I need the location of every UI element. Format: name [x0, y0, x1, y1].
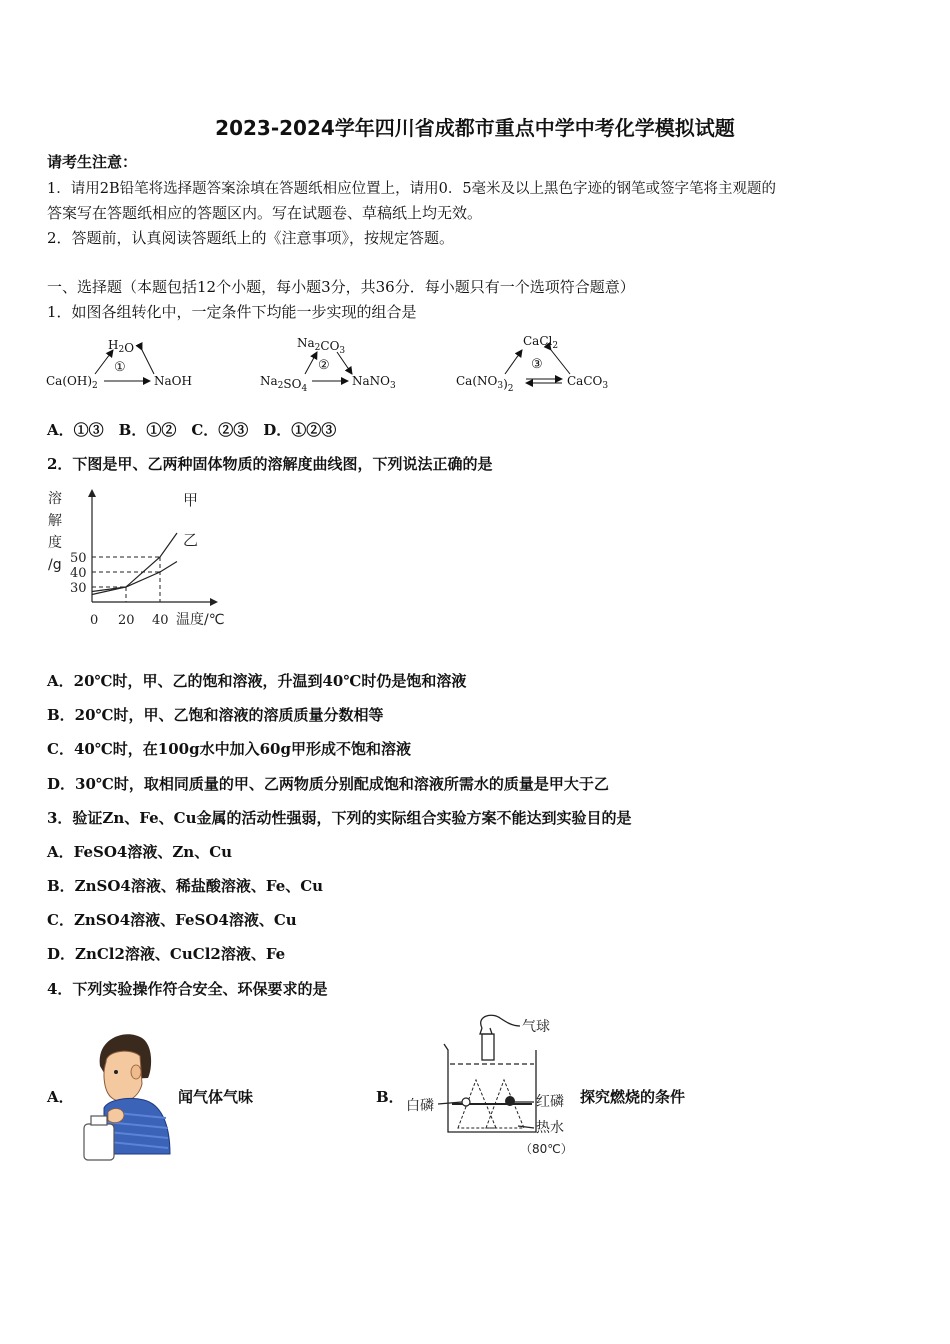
series-line-jia: [92, 533, 177, 595]
q1-conversion-diagram: [40, 330, 640, 395]
d1-left: $Ca(OH)_2$: [46, 374, 98, 391]
d1-num: ①: [114, 360, 126, 375]
q3-option-b: B．ZnSO4溶液、稀盐酸溶液、Fe、Cu: [47, 877, 324, 895]
y-tick-label: 40: [70, 566, 87, 581]
notice-item1-line1: 1．请用2B铅笔将选择题答案涂填在答题纸相应位置上，请用0．5毫米及以上黑色字迹的钢笔或签字笔将主观题的: [47, 181, 777, 197]
q3-option-c: C．ZnSO4溶液、FeSO4溶液、Cu: [47, 911, 297, 929]
x-axis-label: 温度/℃: [176, 612, 225, 628]
diagram-2: [260, 336, 396, 394]
q4-stem: 4．下列实验操作符合安全、环保要求的是: [47, 980, 328, 998]
notice-heading: 请考生注意：: [47, 153, 138, 171]
smelling-person-illustration: [78, 1026, 173, 1162]
d2-left: $Na_2SO_4$: [260, 374, 308, 394]
d3-num: ③: [531, 357, 543, 372]
balloon: [481, 1015, 520, 1028]
label-red-p: 红磷: [536, 1094, 564, 1110]
q2-option-b: B．20℃时，甲、乙饱和溶液的溶质质量分数相等: [47, 706, 384, 724]
q1-stem: 1．如图各组转化中，一定条件下均能一步实现的组合是: [47, 303, 417, 321]
q3-option-d: D．ZnCl2溶液、CuCl2溶液、Fe: [47, 945, 286, 963]
q3-option-a: A．FeSO4溶液、Zn、Cu: [47, 843, 233, 861]
d1-arrow-2: [142, 350, 154, 374]
x-tick-label: 20: [118, 613, 135, 628]
y-tick-label: 50: [70, 551, 87, 566]
bottle: [84, 1124, 114, 1160]
label-white-p: 白磷: [406, 1098, 434, 1114]
diagram-3: [456, 334, 608, 394]
q1-options: A．①③ B．①② C．②③ D．①②③: [47, 421, 337, 439]
q4-option-b-text: 探究燃烧的条件: [580, 1088, 686, 1106]
q3-stem: 3．验证Zn、Fe、Cu金属的活动性强弱，下列的实际组合实验方案不能达到实验目的是: [47, 809, 632, 827]
section-heading: 一、选择题（本题包括12个小题，每小题3分，共36分．每小题只有一个选项符合题意）: [47, 278, 635, 296]
hand: [108, 1109, 124, 1123]
beaker: [444, 1044, 536, 1132]
q2-stem: 2．下图是甲、乙两种固体物质的溶解度曲线图，下列说法正确的是: [47, 455, 493, 473]
notice-item1-line2: 答案写在答题纸相应的答题区内。写在试题卷、草稿纸上均无效。: [47, 204, 483, 222]
d1-right: NaOH: [154, 374, 192, 388]
diagram-1: [46, 338, 192, 391]
d3-top: CaCl$_2$: [523, 334, 559, 351]
label-balloon: 气球: [522, 1019, 550, 1035]
q2-option-a: A．20℃时，甲、乙的饱和溶液，升温到40℃时仍是饱和溶液: [47, 672, 467, 690]
x-tick-label: 40: [152, 613, 169, 628]
page-title: 2023-2024学年四川省成都市重点中学中考化学模拟试题: [215, 116, 735, 140]
q4-option-a-letter: A．: [47, 1088, 74, 1106]
y-axis-label-part: /g: [48, 557, 62, 573]
d2-right: NaNO$_3$: [352, 374, 396, 391]
q2-option-d: D．30℃时，取相同质量的甲、乙两物质分别配成饱和溶液所需水的质量是甲大于乙: [47, 775, 609, 793]
q2-option-c: C．40℃时，在100g水中加入60g甲形成不饱和溶液: [47, 740, 411, 758]
series-label: 甲: [183, 491, 199, 509]
y-axis-arrow: [88, 489, 96, 497]
d3-left: $Ca(NO_3)_2$: [456, 374, 514, 394]
q4-option-a-text: 闻气体气味: [178, 1088, 254, 1106]
red-phosphorus: [505, 1096, 515, 1106]
series-line-yi: [92, 562, 177, 592]
x-axis-arrow: [210, 598, 218, 606]
d2-top: $Na_2CO_3$: [297, 336, 346, 356]
white-phosphorus: [462, 1098, 470, 1106]
label-temp: （80℃）: [520, 1142, 573, 1156]
label-water: 热水: [536, 1120, 564, 1136]
y-tick-label: 30: [70, 581, 87, 596]
series-label: 乙: [183, 531, 199, 549]
notice-item2: 2．答题前，认真阅读答题纸上的《注意事项》，按规定答题。: [47, 229, 455, 247]
y-axis-label-part: 溶: [48, 491, 62, 507]
q2-solubility-chart: [44, 485, 244, 635]
d2-num: ②: [318, 358, 330, 373]
x-tick-label: 0: [90, 613, 99, 628]
y-axis-label-part: 解: [48, 513, 62, 529]
y-axis-label-part: 度: [48, 535, 62, 551]
combustion-apparatus-figure: [400, 1010, 590, 1160]
d3-right: CaCO$_3$: [567, 374, 609, 391]
q4-option-b-letter: B．: [376, 1088, 404, 1106]
d1-top: $H_2O$: [108, 338, 135, 355]
